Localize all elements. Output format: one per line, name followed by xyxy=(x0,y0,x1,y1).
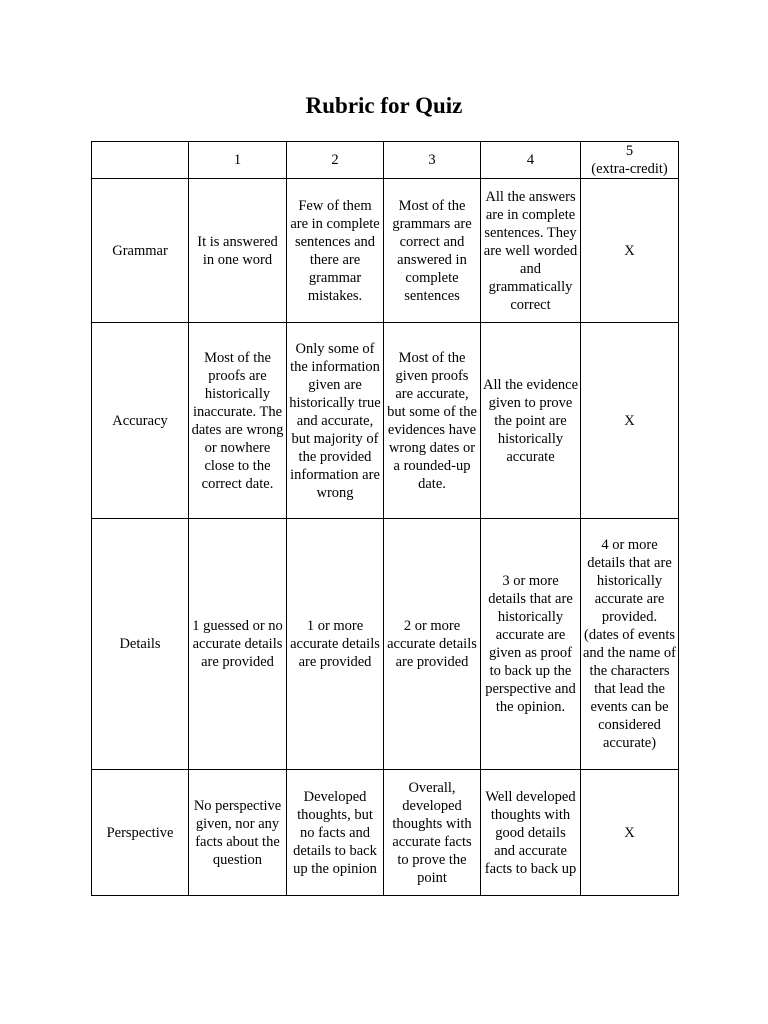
criterion-label-details: Details xyxy=(92,519,189,770)
table-cell: Most of the proofs are historically inaccurate. The dates are wrong or nowhere close to the correct date. xyxy=(189,323,287,519)
header-row xyxy=(92,142,679,179)
header-cell-score-3: 3 xyxy=(384,142,481,179)
table-row xyxy=(92,323,679,519)
table-cell: All the answers are in complete sentences. They are well worded and grammatically correct xyxy=(481,179,581,323)
table-cell: Overall, developed thoughts with accurate facts to prove the point xyxy=(384,770,481,896)
table-cell: Most of the given proofs are accurate, but some of the evidences have wrong dates or a rounded-up date. xyxy=(384,323,481,519)
criterion-label-accuracy: Accuracy xyxy=(92,323,189,519)
table-cell: X xyxy=(581,770,679,896)
header-cell-score-2: 2 xyxy=(287,142,384,179)
table-cell: X xyxy=(581,179,679,323)
table-cell: 2 or more accurate details are provided xyxy=(384,519,481,770)
table-cell: No perspective given, nor any facts about the question xyxy=(189,770,287,896)
table-cell: Most of the grammars are correct and answered in complete sentences xyxy=(384,179,481,323)
page-title: Rubric for Quiz xyxy=(305,93,463,118)
table-cell: Developed thoughts, but no facts and details to back up the opinion xyxy=(287,770,384,896)
table-cell: It is answered in one word xyxy=(189,179,287,323)
criterion-label-grammar: Grammar xyxy=(92,179,189,323)
table-cell: 1 or more accurate details are provided xyxy=(287,519,384,770)
table-cell: 4 or more details that are historically accurate are provided. (dates of events and the name of the characters that lead the events can be considered accurate) xyxy=(581,519,679,770)
table-cell: Few of them are in complete sentences and there are grammar mistakes. xyxy=(287,179,384,323)
table-row xyxy=(92,519,679,770)
table-cell: 3 or more details that are historically accurate are given as proof to back up the perspective and the opinion. xyxy=(481,519,581,770)
header-cell-score-4: 4 xyxy=(481,142,581,179)
criterion-label-perspective: Perspective xyxy=(92,770,189,896)
header-cell-score-5: 5 (extra-credit) xyxy=(581,142,679,179)
header-cell-blank xyxy=(92,142,189,179)
header-cell-score-1: 1 xyxy=(189,142,287,179)
table-cell: Only some of the information given are historically true and accurate, but majority of the provided information are wrong xyxy=(287,323,384,519)
table-row xyxy=(92,179,679,323)
rubric-table xyxy=(91,141,679,896)
table-cell: Well developed thoughts with good details and accurate facts to back up xyxy=(481,770,581,896)
table-row xyxy=(92,770,679,896)
table-cell: X xyxy=(581,323,679,519)
table-cell: 1 guessed or no accurate details are provided xyxy=(189,519,287,770)
table-cell: All the evidence given to prove the point are historically accurate xyxy=(481,323,581,519)
